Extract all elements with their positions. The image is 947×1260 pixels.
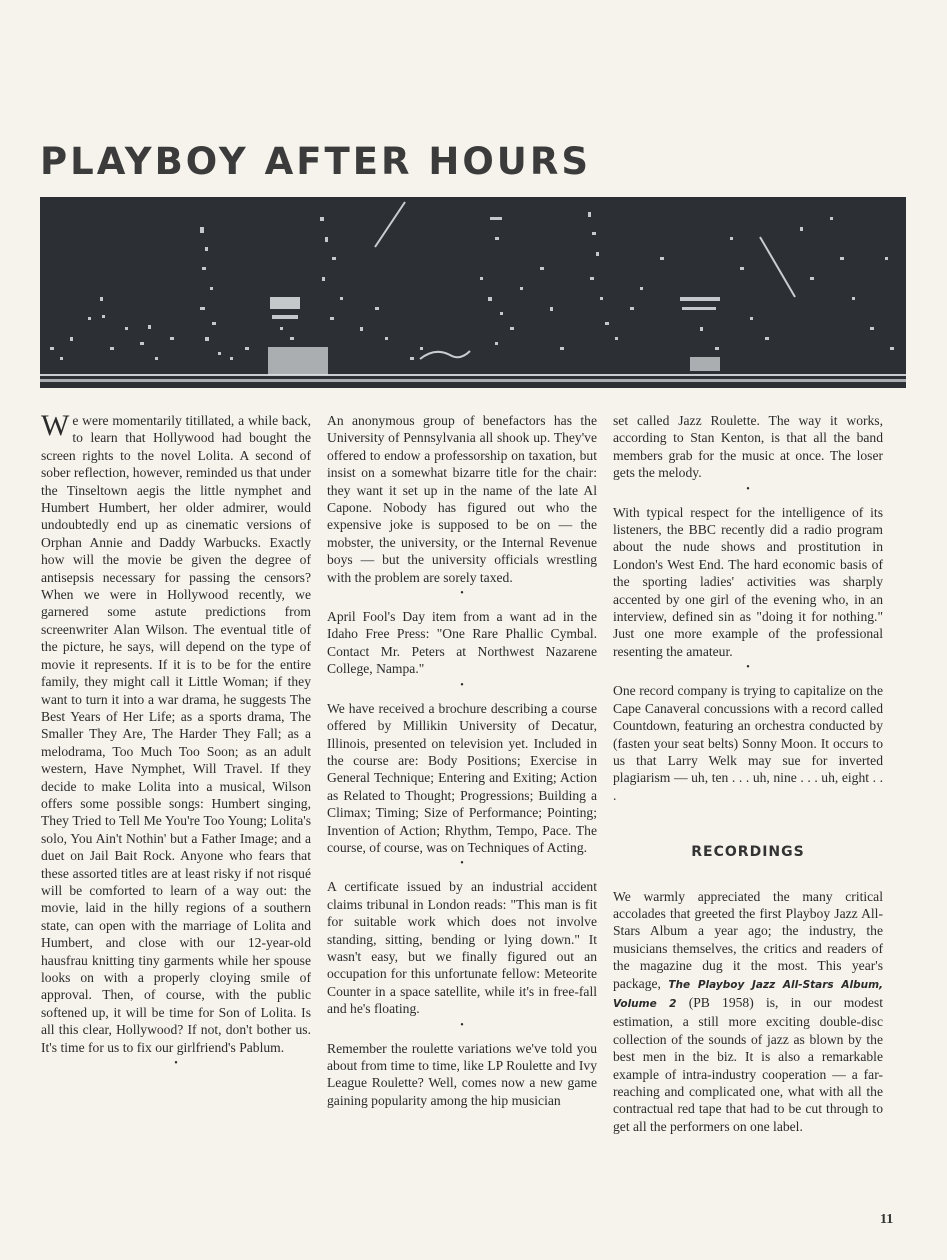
- article-paragraph: One record company is trying to capitalize on the Cape Canaveral concussions with a record called Countdown, featuring an orchestra conducted by (fasten your seat belts) Sonny Moon. It occurs to us that Larry Welk may sue for inverted plagiarism — uh, ten . . . uh, nine . . . uh, eight . . .: [613, 683, 883, 803]
- page-title: PLAYBOY AFTER HOURS: [40, 140, 591, 183]
- article-paragraph: An anonymous group of benefactors has the University of Pennsylvania all shook up. They've offered to endow a professorship on taxation, but insist on a somewhat bizarre title for the chair: they want it set up in the name of the late Al Capone. Nobody has figured out who the expensive joke is supposed to be on — the mobster, the university, or the Internal Revenue boys — but the university officials wrestling with the problem are sorely taxed.: [327, 413, 597, 585]
- article-paragraph: April Fool's Day item from a want ad in the Idaho Free Press: "One Rare Phallic Cymbal. Contact Mr. Peters at Northwest Nazarene College, Nampa.": [327, 609, 597, 677]
- separator-bullet: •: [460, 1019, 464, 1031]
- drop-cap: W: [41, 409, 70, 442]
- separator-bullet: •: [460, 679, 464, 691]
- paragraph-text: e were momentarily titillated, a while back, to learn that Hollywood had bought the screen rights to the novel Lolita. A second of sober reflection, however, reminded us that under the Tinseltown aegis the little nymphet and Humbert Humbert, her older admirer, would undoubtedly end up as cinematic versions of Orphan Annie and Daddy Warbucks. Exactly how will the movie be given the degree of antisepsis necessary for passing the censors? When we were in Hollywood recently, we garnered some astute predictions from screenwriter Alan Wilson. The eventual title of the picture, he says, will depend on the type of movie it represents. If it is to be for the entire family, they might call it Little Woman; if they want to turn it into a war drama, he suggests The Best Years of Her Life; as a sports drama, The Smaller They Are, The Harder They Fall; as a melodrama, Too Much Too Soon; as an adult western, Have Nymphet, Will Travel. If they decide to make Lolita into a musical, Wilson offers some possible songs: Humbert singing, They Tried to Tell Me You're Too Young; Lolita's solo, You Ain't Nothin' but a Father Image; and a duet on Jail Bait Rock. Anyone who fears that these assorted titles are at least risky if not risqué will be comforted to learn of a way out: the movie, laid in the hilly regions of a southern state, can open with the marriage of Lolita and Humbert, and close with our 12-year-old hausfrau knitting tiny garments while her spouse looks on with a properly cloying smile of approval. Then, of course, with the public softened up, it will be time for Son of Lolita. Is all this clear, Hollywood? If not, don't bother us. It's time for us to fix our girlfriend's Pablum.: [41, 413, 311, 1055]
- article-paragraph: A certificate issued by an industrial accident claims tribunal in London reads: "This man is fit for suitable work which does not involve standing, sitting, bending or lying down." It wasn't easy, but we finally figured out an occupation for this unfortunate fellow: Meteorite Counter in a space satellite, while it's in free-fall and he's floating.: [327, 879, 597, 1017]
- separator-bullet: •: [746, 662, 750, 674]
- separator-bullet: •: [460, 858, 464, 870]
- separator-bullet: •: [174, 1058, 178, 1070]
- paragraph-text: We warmly appreciated the many critical accolades that greeted the first Playboy Jazz All-Stars Album a year ago; the industry, the musicians themselves, the critics and readers of the magazine dug it the most. This year's package,: [613, 888, 883, 991]
- article-paragraph: Remember the roulette variations we've told you about from time to time, like LP Roulette and Ivy League Roulette? Well, comes now a new game gaining popularity among the hip musician: [327, 1040, 597, 1108]
- article-paragraph: [41, 409, 311, 1056]
- column-2: [327, 412, 597, 1109]
- column-1: [41, 409, 311, 1078]
- album-title: The Playboy Jazz All-Stars Album, Volume 2: [613, 978, 883, 1010]
- article-paragraph: With typical respect for the intelligence of its listeners, the BBC recently did a radio program about the nude shows and prostitution in London's West End. The hard economic basis of the sporting ladies' activities was sharply accented by one girl of the evening who, in an interview, defined sin as "doing it for nothing." Just one more example of the professional resenting the amateur.: [613, 504, 883, 659]
- skyline-illustration: [40, 197, 906, 388]
- article-paragraph: We have received a brochure describing a course offered by Millikin University of Decatur, Illinois, presented on television yet. Included in the course are: Body Positions; Exercise in General Technique; Entering and Exiting; Action as Related to Thought; Progressions; Building a Climax; Timing; Size of Performance; Pointing; Invention of Action; Rhythm, Tempo, Pace. The course, of course, was on Techniques of Acting.: [327, 700, 597, 855]
- section-heading: RECORDINGS: [691, 844, 805, 861]
- separator-bullet: •: [746, 483, 750, 495]
- separator-bullet: •: [460, 588, 464, 600]
- article-paragraph: set called Jazz Roulette. The way it works, according to Stan Kenton, is that all the band members grab for the music at once. The loser gets the melody.: [613, 413, 883, 481]
- page-number: 11: [880, 1212, 894, 1227]
- article-paragraph: [613, 888, 883, 1136]
- column-3: [613, 412, 883, 1135]
- paragraph-text: (PB 1958) is, in our modest estimation, a still more exciting double-disc collection of the sounds of jazz as blown by the best men in the biz. It is also a remarkable example of intra-industry cooperation — a far-reaching and complicated one, what with all the contractual red tape that had to be cut through to get all the performers on one label.: [613, 994, 883, 1134]
